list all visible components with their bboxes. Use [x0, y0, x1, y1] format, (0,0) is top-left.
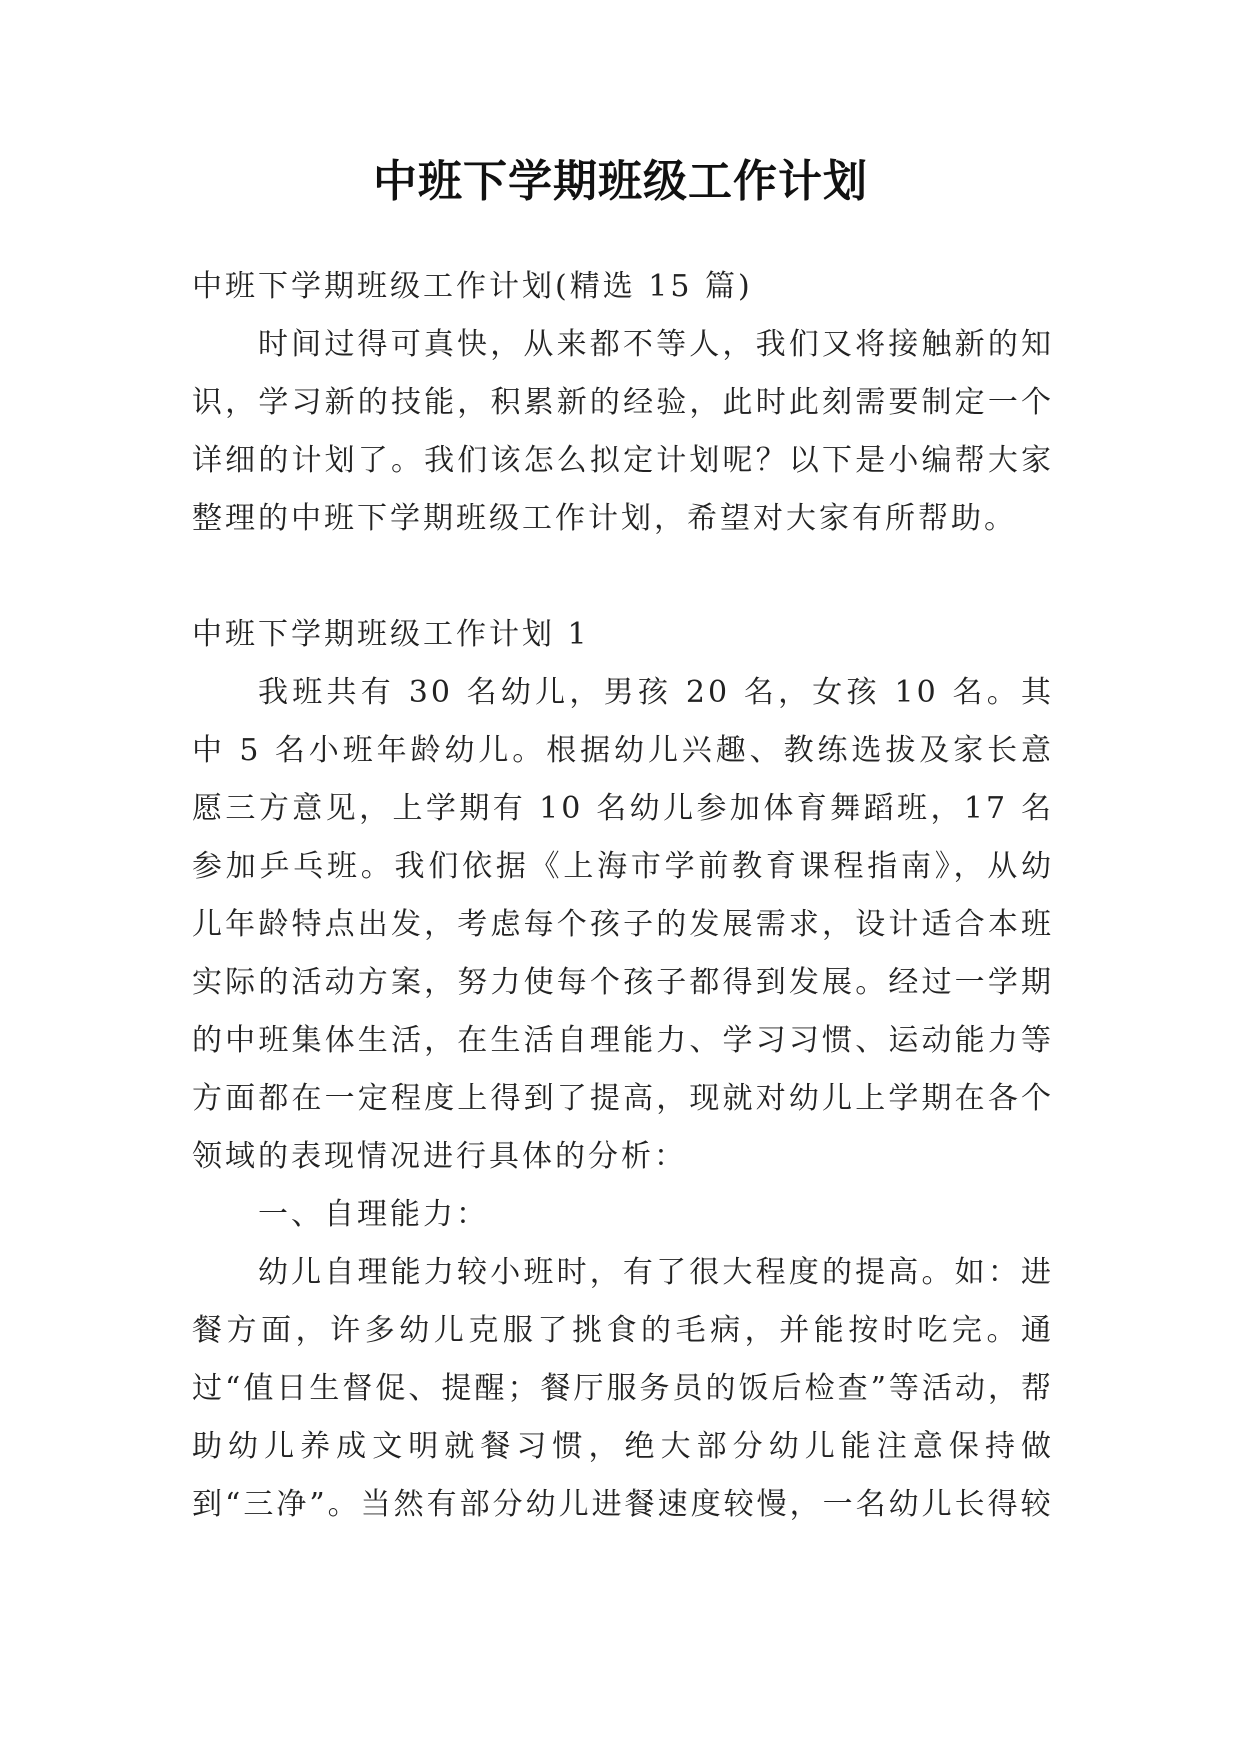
section-paragraph: 我班共有 30 名幼儿，男孩 20 名，女孩 10 名。其中 5 名小班年龄幼儿。根据幼儿兴趣、教练选拔及家长意愿三方意见，上学期有 10 名幼儿参加体育舞蹈班，17 名参加乒乓班。我们依据《上海市学前教育课程指南》，从幼儿年龄特点出发，考虑每个孩子的发展需求，设计适合本班实际的活动方案，努力使每个孩子都得到发展。经过一学期的中班集体生活，在生活自理能力、学习习惯、运动能力等方面都在一定程度上得到了提高，现就对幼儿上学期在各个领域的表现情况进行具体的分析：: [192, 675, 1054, 1174]
document-subtitle: 中班下学期班级工作计划(精选 15 篇): [192, 269, 753, 304]
paragraph-spacer: [192, 548, 1054, 606]
section-heading: 中班下学期班级工作计划 1: [192, 617, 590, 652]
subsection-heading: 一、自理能力：: [258, 1197, 489, 1232]
document-title: 中班下学期班级工作计划: [373, 156, 868, 207]
intro-paragraph: 时间过得可真快，从来都不等人，我们又将接触新的知识，学习新的技能，积累新的经验，此时此刻需要制定一个详细的计划了。我们该怎么拟定计划呢？以下是小编帮大家整理的中班下学期班级工作计划，希望对大家有所帮助。: [192, 327, 1054, 536]
document-body: [192, 258, 1054, 1534]
section-paragraph-2: 幼儿自理能力较小班时，有了很大程度的提高。如：进餐方面，许多幼儿克服了挑食的毛病，并能按时吃完。通过“值日生督促、提醒；餐厅服务员的饭后检查”等活动，帮助幼儿养成文明就餐习惯，绝大部分幼儿能注意保持做到“三净”。当然有部分幼儿进餐速度较慢，一名幼儿长得较: [192, 1255, 1054, 1522]
